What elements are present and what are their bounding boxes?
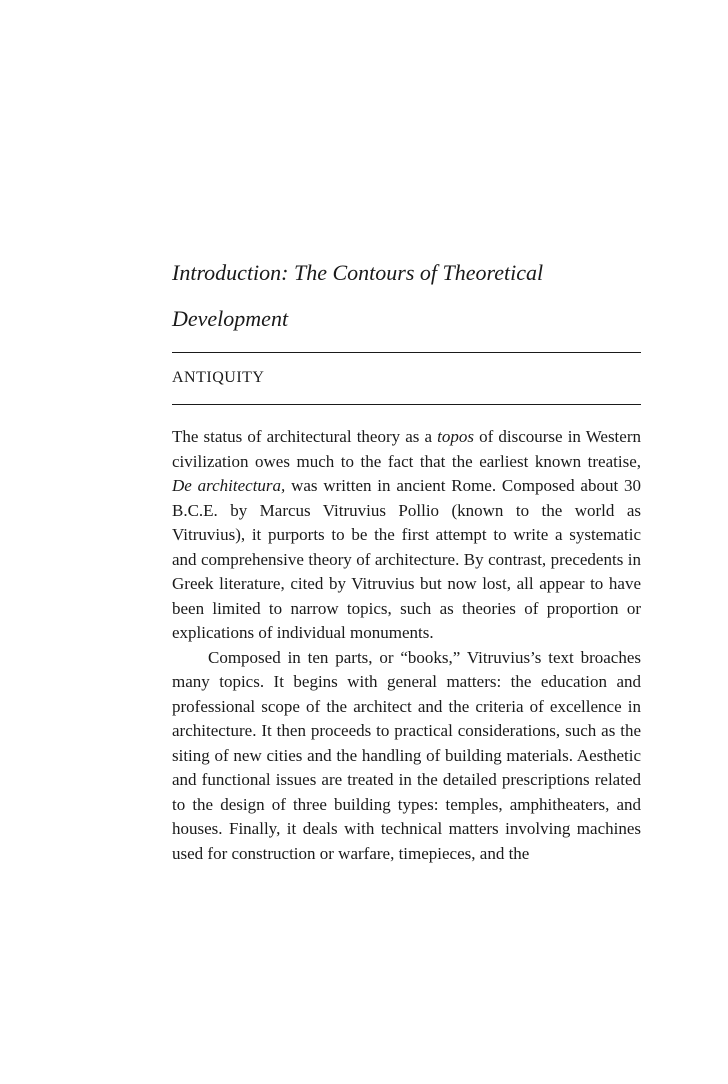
section-heading: ANTIQUITY — [172, 369, 265, 386]
text-run: was written in ancient Rome. Composed about 30 B.C.E. by Marcus Vitruvius Pollio (known to the world as Vitruvius), it purports to be the first attempt to write a systematic and comprehensive theory of architecture. By contrast, precedents in Greek literature, cited by Vitruvius but now lost, all appear to have been limited to narrow topics, such as theories of proportion or explications of individual monuments. — [172, 476, 642, 642]
body-paragraph — [172, 646, 641, 867]
body-text — [172, 425, 641, 866]
text-run: Composed in ten parts, or “books,” Vitruvius’s text broaches many topics. It begins with general matters: the education and professional scope of the architect and the criteria of excellence in architecture. It then proceeds to practical considerations, such as the siting of new cities and the handling of building materials. Aesthetic and functional issues are treated in the detailed prescriptions related to the design of three building types: temples, amphitheaters, and houses. Finally, it deals with technical matters involving machines used for construction or warfare, timepieces, and the — [172, 647, 641, 863]
body-paragraph — [172, 425, 641, 646]
document-page — [172, 250, 641, 866]
section-rule-top — [172, 352, 641, 353]
text-run: of discourse in Western civilization owes much to the fact that the earliest known treatise, — [172, 427, 641, 471]
text-run: The status of architectural theory as a — [172, 427, 438, 446]
section-rule-bottom — [172, 404, 641, 405]
italic-text: De architectura, — [172, 476, 286, 495]
chapter-title: Introduction: The Contours of Theoretical Development — [172, 260, 544, 331]
italic-text: topos — [437, 427, 474, 446]
